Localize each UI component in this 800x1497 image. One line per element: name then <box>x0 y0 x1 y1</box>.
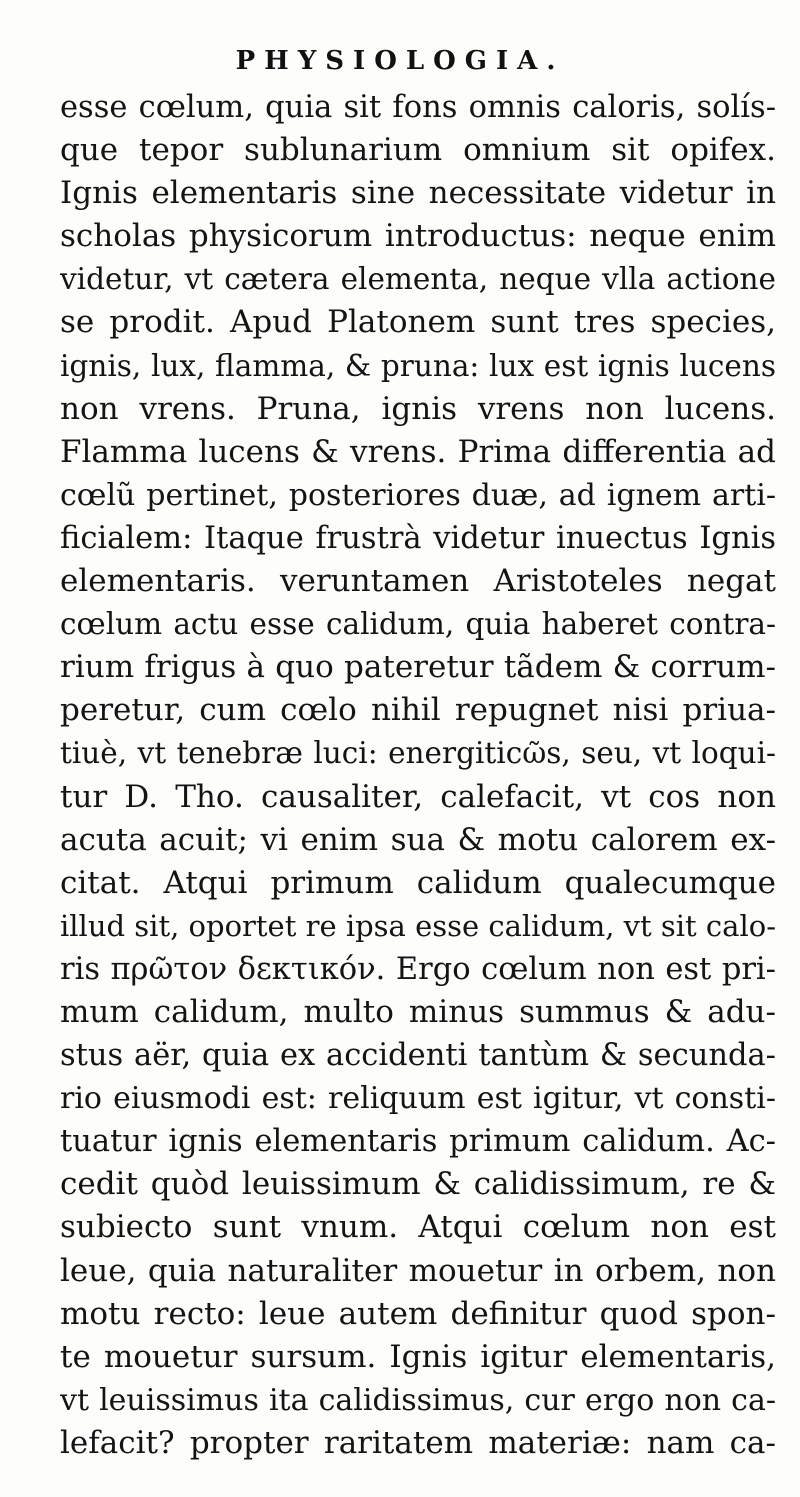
text-line: esse cœlum, quia sit fons omnis caloris, solís- <box>60 90 776 125</box>
text-line: rio eiusmodi est: reliquum est igitur, vt consti- <box>60 1081 776 1117</box>
text-line: cœlũ pertinet, posteriores duæ, ad ignem arti- <box>60 477 776 513</box>
body-text <box>60 86 776 1465</box>
text-line: subiecto sunt vnum. Atqui cœlum non est <box>60 1209 776 1246</box>
text-line: tur D. Tho. causaliter, calefacit, vt cos non <box>60 778 776 815</box>
text-line: leue, quia naturaliter mouetur in orbem, non <box>60 1252 776 1289</box>
text-line: se prodit. Apud Platonem sunt tres species, <box>60 304 776 341</box>
text-line: vt leuissimus ita calidissimus, cur ergo non ca- <box>60 1382 776 1418</box>
text-line: stus aër, quia ex accidenti tantùm & secunda- <box>60 1038 776 1074</box>
text-line: que tepor sublunarium omnium sit opifex. <box>60 132 776 169</box>
text-line: tiuè, vt tenebræ luci: energiticῶs, seu, vt loqui- <box>60 736 776 771</box>
text-line: videtur, vt cætera elementa, neque vlla actione <box>60 262 776 297</box>
text-line: scholas physicorum introductus: neque enim <box>60 218 776 255</box>
text-line: illud sit, oportet re ipsa esse calidum, vt sit calo- <box>60 908 776 943</box>
text-line: motu recto: leue autem definitur quod spon- <box>60 1295 776 1332</box>
text-line: rium frigus à quo pateretur tãdem & corrum- <box>60 649 776 686</box>
text-line: ignis, lux, flamma, & pruna: lux est ignis lucens <box>60 348 776 383</box>
running-head: PHYSIOLOGIA. <box>235 46 565 76</box>
text-line: te mouetur sursum. Ignis igitur elementaris, <box>60 1338 776 1375</box>
text-line: ris πρῶτον δεκτικόν. Ergo cœlum non est pri- <box>60 951 776 987</box>
text-line: tuatur ignis elementaris primum calidum. Ac- <box>60 1124 776 1160</box>
text-line: cedit quòd leuissimum & calidissimum, re & <box>60 1166 776 1203</box>
text-line: peretur, cum cœlo nihil repugnet nisi priua- <box>60 692 776 729</box>
text-line: Flamma lucens & vrens. Prima differentia ad <box>60 433 776 470</box>
text-line: lefacit? propter raritatem materiæ: nam ca- <box>60 1424 776 1461</box>
text-line: cœlum actu esse calidum, quia haberet contra- <box>60 607 776 642</box>
text-line: Ignis elementaris sine necessitate videtur in <box>60 175 776 212</box>
text-line: non vrens. Pruna, ignis vrens non lucens. <box>60 390 776 427</box>
text-line: elementaris. veruntamen Aristoteles negat <box>60 563 776 600</box>
text-line: citat. Atqui primum calidum qualecumque <box>60 864 776 901</box>
text-line: mum calidum, multo minus summus & adu- <box>60 993 776 1030</box>
text-line: ficialem: Itaque frustrà videtur inuectus Ignis <box>60 520 776 556</box>
text-line: acuta acuit; vi enim sua & motu calorem ex- <box>60 821 776 858</box>
